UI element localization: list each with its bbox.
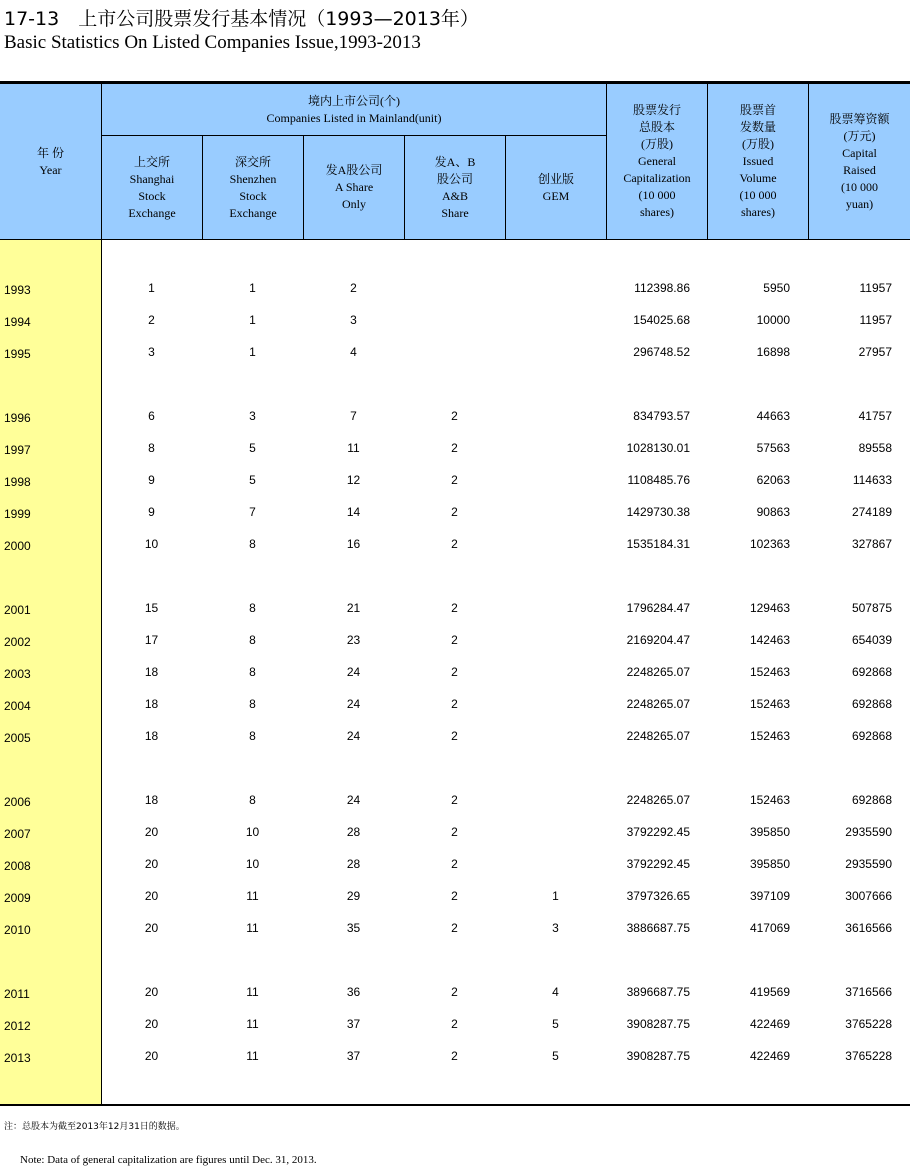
cell-capital-raised: 507875: [851, 601, 892, 615]
cell-issued-volume: 102363: [749, 537, 790, 551]
table-row: [0, 624, 910, 656]
cell-shanghai: 2: [148, 313, 155, 327]
cell-shenzhen: 11: [246, 889, 259, 903]
header-capital-raised: 股票筹资额 (万元) Capital Raised (10 000 yuan): [808, 84, 910, 239]
cell-shenzhen: 8: [249, 665, 256, 679]
cell-ab-share: 2: [451, 1049, 458, 1063]
cell-issued-volume: 152463: [749, 793, 790, 807]
cell-capital-raised: 3007666: [845, 889, 892, 903]
cell-issued-volume: 152463: [749, 729, 790, 743]
cell-shenzhen: 11: [246, 1017, 259, 1031]
cell-a-share-only: 11: [347, 441, 360, 455]
table-row: [0, 880, 910, 912]
cell-ab-share: 2: [451, 889, 458, 903]
cell-capitalization: 3886687.75: [626, 921, 690, 935]
cell-ab-share: 2: [451, 921, 458, 935]
cell-capitalization: 112398.86: [634, 281, 690, 295]
cell-a-share-only: 21: [346, 601, 361, 615]
cell-shenzhen: 5: [249, 473, 256, 487]
cell-shenzhen: 1: [249, 281, 256, 295]
header-capitalization: 股票发行 总股本 (万股) General Capitalization (10 000 shares): [606, 84, 707, 239]
cell-capitalization: 154025.68: [633, 313, 690, 327]
cell-a-share-only: 14: [346, 505, 361, 519]
cell-shenzhen: 8: [249, 601, 256, 615]
cell-shanghai: 18: [144, 793, 159, 807]
cell-shanghai: 18: [144, 729, 159, 743]
cell-a-share-only: 23: [346, 633, 361, 647]
cell-gem: 1: [552, 889, 559, 903]
statistics-table: [0, 81, 910, 1106]
title-english: Basic Statistics On Listed Companies Issue,1993-2013: [4, 32, 421, 53]
cell-issued-volume: 57563: [756, 441, 790, 455]
cell-a-share-only: 4: [350, 345, 357, 359]
cell-ab-share: 2: [451, 441, 458, 455]
table-row: [0, 432, 910, 464]
cell-ab-share: 2: [451, 1017, 458, 1031]
cell-year: 2007: [4, 827, 31, 841]
cell-capitalization: 3792292.45: [626, 857, 690, 871]
cell-year: 1996: [4, 411, 31, 425]
cell-shenzhen: 7: [249, 505, 256, 519]
cell-issued-volume: 422469: [749, 1049, 790, 1063]
header-year: 年 份 Year: [36, 145, 64, 177]
cell-ab-share: 2: [451, 825, 458, 839]
cell-issued-volume: 395850: [749, 857, 790, 871]
table-row: [0, 848, 910, 880]
cell-capitalization: 2169204.47: [626, 633, 690, 647]
cell-shenzhen: 10: [245, 857, 260, 871]
cell-capital-raised: 11957: [859, 281, 892, 295]
cell-capital-raised: 2935590: [845, 857, 892, 871]
cell-capitalization: 2248265.07: [626, 729, 690, 743]
cell-ab-share: 2: [451, 665, 458, 679]
note-english: Note: Data of general capitalization are figures until Dec. 31, 2013.: [20, 1154, 317, 1166]
cell-shanghai: 3: [148, 345, 155, 359]
cell-year: 2000: [4, 539, 31, 553]
cell-a-share-only: 35: [346, 921, 361, 935]
cell-capitalization: 2248265.07: [626, 665, 690, 679]
table-row: [0, 272, 910, 304]
cell-capitalization: 1429730.38: [626, 505, 690, 519]
cell-year: 2013: [4, 1051, 31, 1065]
cell-capitalization: 3908287.75: [626, 1017, 690, 1031]
cell-ab-share: 2: [451, 729, 458, 743]
cell-issued-volume: 422469: [749, 1017, 790, 1031]
cell-ab-share: 2: [451, 473, 458, 487]
cell-a-share-only: 24: [346, 729, 361, 743]
table-row: [0, 688, 910, 720]
cell-capital-raised: 89558: [858, 441, 892, 455]
cell-shenzhen: 1: [249, 345, 256, 359]
cell-shanghai: 18: [144, 665, 159, 679]
cell-capital-raised: 692868: [851, 665, 892, 679]
cell-a-share-only: 37: [346, 1049, 361, 1063]
cell-gem: 5: [552, 1049, 559, 1063]
cell-year: 2006: [4, 795, 31, 809]
title-chinese: 17-13 上市公司股票发行基本情况（1993—2013年）: [4, 8, 479, 30]
cell-issued-volume: 419569: [749, 985, 790, 999]
cell-shenzhen: 8: [249, 793, 256, 807]
table-row: [0, 496, 910, 528]
cell-capital-raised: 3716566: [845, 985, 892, 999]
cell-year: 2003: [4, 667, 31, 681]
cell-capital-raised: 114633: [852, 473, 892, 487]
cell-year: 2009: [4, 891, 31, 905]
cell-year: 2002: [4, 635, 31, 649]
cell-year: 1999: [4, 507, 31, 521]
table-body: [0, 240, 910, 1104]
cell-issued-volume: 90863: [756, 505, 790, 519]
cell-year: 2005: [4, 731, 31, 745]
cell-ab-share: 2: [451, 985, 458, 999]
cell-a-share-only: 24: [346, 793, 361, 807]
cell-gem: 3: [552, 921, 559, 935]
cell-capital-raised: 692868: [851, 697, 892, 711]
cell-capital-raised: 274189: [851, 505, 892, 519]
cell-year: 2012: [4, 1019, 31, 1033]
table-row: [0, 656, 910, 688]
cell-ab-share: 2: [451, 537, 458, 551]
table-row: [0, 592, 910, 624]
cell-a-share-only: 16: [346, 537, 361, 551]
table-row: [0, 1008, 910, 1040]
cell-capital-raised: 11957: [859, 313, 892, 327]
cell-shanghai: 20: [144, 1017, 159, 1031]
cell-a-share-only: 37: [346, 1017, 361, 1031]
header-a-share-only: 发A股公司 A Share Only: [303, 136, 404, 239]
cell-issued-volume: 129463: [749, 601, 790, 615]
cell-shanghai: 9: [148, 505, 155, 519]
cell-shanghai: 20: [144, 921, 159, 935]
cell-a-share-only: 3: [350, 313, 357, 327]
cell-year: 1997: [4, 443, 31, 457]
cell-year: 2001: [4, 603, 31, 617]
cell-issued-volume: 5950: [763, 281, 790, 295]
cell-issued-volume: 395850: [749, 825, 790, 839]
cell-shanghai: 20: [144, 1049, 159, 1063]
cell-year: 2010: [4, 923, 31, 937]
cell-shenzhen: 8: [249, 729, 256, 743]
cell-shenzhen: 11: [246, 1049, 259, 1063]
cell-capital-raised: 692868: [851, 729, 892, 743]
cell-a-share-only: 28: [346, 825, 361, 839]
cell-a-share-only: 24: [346, 665, 361, 679]
cell-gem: 4: [552, 985, 559, 999]
table-row: [0, 784, 910, 816]
cell-shanghai: 15: [144, 601, 159, 615]
cell-shenzhen: 10: [245, 825, 260, 839]
cell-a-share-only: 29: [346, 889, 361, 903]
cell-capitalization: 3792292.45: [626, 825, 690, 839]
cell-year: 2011: [4, 987, 30, 1001]
cell-capitalization: 1796284.47: [626, 601, 690, 615]
cell-a-share-only: 2: [350, 281, 357, 295]
cell-capital-raised: 327867: [851, 537, 892, 551]
cell-capitalization: 2248265.07: [626, 697, 690, 711]
cell-capital-raised: 2935590: [845, 825, 892, 839]
cell-issued-volume: 417069: [749, 921, 790, 935]
cell-shanghai: 6: [148, 409, 155, 423]
cell-shenzhen: 8: [249, 633, 256, 647]
cell-shanghai: 20: [144, 825, 159, 839]
cell-shanghai: 8: [148, 441, 155, 455]
header-ab-share: 发A、B 股公司 A&B Share: [404, 136, 505, 239]
header-companies-group: 境内上市公司(个) Companies Listed in Mainland(unit): [101, 84, 606, 136]
cell-issued-volume: 10000: [756, 313, 790, 327]
cell-shenzhen: 3: [249, 409, 256, 423]
cell-capitalization: 1028130.01: [626, 441, 690, 455]
cell-capitalization: 834793.57: [633, 409, 690, 423]
cell-issued-volume: 152463: [749, 665, 790, 679]
cell-capital-raised: 3765228: [845, 1017, 892, 1031]
cell-capitalization: 3797326.65: [626, 889, 690, 903]
cell-gem: 5: [552, 1017, 559, 1031]
cell-capitalization: 3896687.75: [626, 985, 690, 999]
cell-shanghai: 20: [144, 985, 159, 999]
cell-capitalization: 296748.52: [633, 345, 690, 359]
cell-year: 2004: [4, 699, 31, 713]
cell-shenzhen: 11: [246, 985, 259, 999]
cell-shenzhen: 1: [249, 313, 256, 327]
table-row: [0, 528, 910, 560]
cell-ab-share: 2: [451, 697, 458, 711]
cell-capitalization: 2248265.07: [626, 793, 690, 807]
cell-capital-raised: 41757: [858, 409, 892, 423]
table-row: [0, 464, 910, 496]
table-row: [0, 336, 910, 368]
cell-issued-volume: 142463: [749, 633, 790, 647]
cell-capital-raised: 27957: [858, 345, 892, 359]
cell-ab-share: 2: [451, 409, 458, 423]
header-gem: 创业版 GEM: [505, 136, 606, 239]
cell-ab-share: 2: [451, 633, 458, 647]
cell-year: 2008: [4, 859, 31, 873]
header-shenzhen: 深交所 Shenzhen Stock Exchange: [202, 136, 303, 239]
table-row: [0, 304, 910, 336]
cell-issued-volume: 397109: [749, 889, 790, 903]
header-shanghai: 上交所 Shanghai Stock Exchange: [101, 136, 202, 239]
cell-a-share-only: 7: [350, 409, 357, 423]
cell-capitalization: 3908287.75: [626, 1049, 690, 1063]
table-row: [0, 1040, 910, 1072]
note-chinese: 注：总股本为截至2013年12月31日的数据。: [4, 1122, 185, 1132]
cell-issued-volume: 152463: [749, 697, 790, 711]
table-header: [0, 84, 910, 240]
cell-a-share-only: 28: [346, 857, 361, 871]
cell-shenzhen: 8: [249, 697, 256, 711]
cell-capital-raised: 3616566: [845, 921, 892, 935]
cell-a-share-only: 36: [346, 985, 361, 999]
table-row: [0, 816, 910, 848]
cell-shanghai: 17: [144, 633, 159, 647]
cell-year: 1993: [4, 283, 31, 297]
cell-shenzhen: 8: [249, 537, 256, 551]
cell-shenzhen: 11: [246, 921, 259, 935]
cell-capitalization: 1108485.76: [627, 473, 690, 487]
cell-ab-share: 2: [451, 601, 458, 615]
cell-shanghai: 10: [144, 537, 159, 551]
cell-year: 1994: [4, 315, 31, 329]
table-row: [0, 976, 910, 1008]
cell-capital-raised: 3765228: [845, 1049, 892, 1063]
cell-shanghai: 18: [144, 697, 159, 711]
cell-shanghai: 9: [148, 473, 155, 487]
header-issued-volume: 股票首 发数量 (万股) Issued Volume (10 000 shares): [707, 84, 808, 239]
cell-shanghai: 20: [144, 889, 159, 903]
cell-ab-share: 2: [451, 857, 458, 871]
cell-issued-volume: 16898: [756, 345, 790, 359]
cell-ab-share: 2: [451, 505, 458, 519]
cell-capitalization: 1535184.31: [626, 537, 690, 551]
cell-shenzhen: 5: [249, 441, 256, 455]
cell-a-share-only: 24: [346, 697, 361, 711]
cell-year: 1998: [4, 475, 31, 489]
cell-shanghai: 20: [144, 857, 159, 871]
cell-year: 1995: [4, 347, 31, 361]
cell-a-share-only: 12: [346, 473, 361, 487]
table-row: [0, 400, 910, 432]
cell-capital-raised: 654039: [851, 633, 892, 647]
table-row: [0, 720, 910, 752]
cell-issued-volume: 62063: [756, 473, 790, 487]
cell-capital-raised: 692868: [851, 793, 892, 807]
table-row: [0, 912, 910, 944]
cell-ab-share: 2: [451, 793, 458, 807]
cell-shanghai: 1: [148, 281, 155, 295]
cell-issued-volume: 44663: [756, 409, 790, 423]
